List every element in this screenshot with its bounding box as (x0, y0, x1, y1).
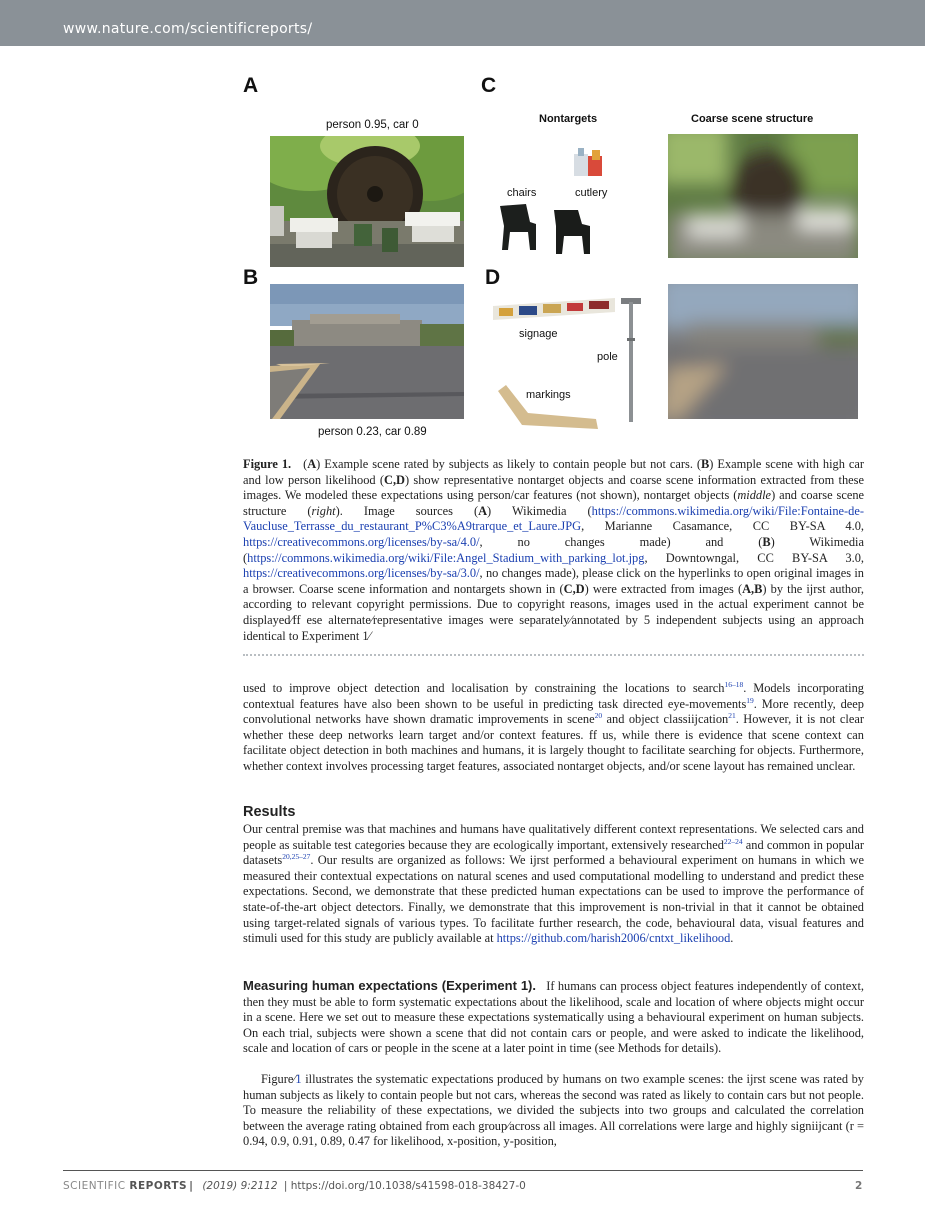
body-text: . Our results are organized as follows: We ijrst performed a behavioural experiment on humans in which we measured their contextual expectations on natural scenes and used computational modelling to understand and predict these expectations. Second, we demonstrate that these predicted human expectations can be used to improve the performance of state-of-the-art object detectors. Finally, we demonstrate that this improvement is non-trivial in that it cannot be obtained using target-related signals of various types. To facilitate further research, the code, behavioural data, visual features and stimuli used for this study are publicly available at (243, 853, 864, 946)
body-text: . However, it is not clear whether these deep networks learn target and/or context features. ff us, while there is evidence that scene context can facilitate object detection in both machines and humans, it is largely thought to facilitate searching for objects. Furthermore, whether context involves processing target features, associated nontarget objects, and/or scene layout has remained unclear. (243, 712, 864, 773)
footer-rule (63, 1170, 863, 1171)
body-text: . Models incorporating contextual features have also been shown to be useful in predicting task directed eye-movements (243, 681, 864, 711)
nontargets-column-title: Nontargets (539, 113, 598, 125)
caption-text: ) show representative nontarget objects and coarse scene information extracted from these images. We modeled these expectations using person/car features (not shown), nontarget objects ( (243, 472, 864, 503)
scene-a-image (270, 136, 464, 267)
citation-ref[interactable]: 16–18 (724, 680, 744, 689)
caption-text: ) were extracted from images ( (584, 581, 743, 596)
caption-ref-a: A (307, 457, 317, 471)
caption-ref-cd: C,D (563, 581, 585, 596)
figure-1-ref[interactable]: 1 (295, 1072, 302, 1086)
pole-image (619, 298, 643, 422)
body-text: illustrates the systematic expectations produced by humans on two example scenes: the ijrst scene was rated by human subjects as likely to contain people but not cars, whereas the second was rated as likely to contain cars but not people. To measure the reliability of these expectations, we divided the subjects into two groups and calculated the correlation between the average rating obtained from each group⁄across all images. All correlations were large and highly signiijcant (r = 0.94, 0.9, 0.91, 0.89, 0.47 for likelihood, x-position, y-position, (243, 1072, 864, 1149)
body-text: and common in popular datasets (243, 837, 864, 868)
journal-name-light: SCIENTIFIC (63, 1180, 126, 1192)
results-heading: Results (243, 804, 296, 820)
coarse-structure-column-title: Coarse scene structure (691, 113, 814, 125)
scene-a-rating: person 0.95, car 0 (326, 119, 419, 131)
caption-text: ) Wikimedia ( (243, 534, 864, 565)
cutlery-label: cutlery (575, 187, 608, 199)
body-text: and object classiijcation (602, 712, 729, 727)
caption-text: , no changes made), please click on the hyperlinks to open original images in a browser. Coarse scene information and nontargets shown in ( (243, 566, 864, 596)
pole-label: pole (597, 351, 618, 363)
journal-name (63, 1180, 187, 1192)
caption-divider (243, 654, 864, 656)
body-text: . (730, 931, 734, 946)
markings-image (498, 385, 602, 431)
body-text: Figure⁄ (261, 1072, 296, 1086)
license-link-3[interactable]: https://creativecommons.org/licenses/by-sa/3.0/ (243, 566, 480, 581)
caption-text: ) Wikimedia ( (487, 503, 592, 518)
caption-label: Figure 1. (243, 457, 292, 471)
caption-ref-b: B (701, 457, 710, 471)
caption-ref-a: A (478, 503, 488, 518)
signage-image (493, 298, 615, 322)
chairs-image (496, 200, 594, 256)
caption-text: ( (303, 457, 308, 471)
footer-separator: | (189, 1180, 193, 1192)
scene-b-rating: person 0.23, car 0.89 (318, 426, 427, 438)
caption-ref-cd: C,D (384, 472, 405, 487)
coarse-structure-a (668, 134, 858, 258)
citation-ref[interactable]: 20,25–27 (282, 852, 311, 862)
doi-link[interactable]: | https://doi.org/10.1038/s41598-018-38427-0 (283, 1180, 526, 1192)
figure-caption (243, 457, 864, 644)
caption-text: , Downtowngal, CC BY-SA 3.0, (644, 550, 864, 565)
wikimedia-link-a[interactable]: https://commons.wikimedia.org/wiki/File:Fontaine-de-Vaucluse_Terrasse_du_restaurant_P%C3%A9trarque_et_Laure.JPG (243, 503, 864, 534)
caption-italic: right (311, 503, 336, 518)
caption-text: , no changes made) and ( (479, 534, 763, 549)
caption-ref-ab: A,B (742, 581, 763, 596)
caption-text: ) and coarse scene structure ( (243, 488, 865, 518)
body-text: used to improve object detection and localisation by constraining the locations to search (243, 681, 725, 695)
panel-label-a: A (243, 74, 259, 97)
intro-paragraph (243, 681, 864, 775)
caption-italic: middle (737, 488, 772, 503)
journal-name-bold: REPORTS (129, 1180, 188, 1192)
journal-url[interactable]: www.nature.com/scientificreports/ (63, 21, 313, 37)
caption-text: ) Example scene rated by subjects as likely to contain people but not cars. ( (316, 457, 702, 471)
cutlery-image (570, 146, 610, 184)
experiment-1-heading: Measuring human expectations (Experiment 1). (243, 978, 537, 993)
panel-label-c: C (481, 74, 497, 97)
wikimedia-link-b[interactable]: https://commons.wikimedia.org/wiki/File:Angel_Stadium_with_parking_lot.jpg (247, 550, 645, 565)
github-link[interactable]: https://github.com/harish2006/cntxt_likelihood (496, 931, 731, 946)
caption-text: ) Example scene with high car and low person likelihood ( (243, 457, 864, 487)
panel-label-b: B (243, 266, 259, 289)
caption-text: , Marianne Casamance, CC BY-SA 4.0, (581, 519, 864, 534)
results-paragraph (243, 822, 864, 947)
header-bar (0, 0, 925, 46)
scene-b-image (270, 284, 464, 419)
citation-ref[interactable]: 20 (594, 711, 603, 721)
chairs-label: chairs (507, 187, 537, 199)
experiment-1-paragraph (243, 978, 864, 1057)
experiment-1-paragraph-2 (243, 1072, 864, 1150)
body-text: . More recently, deep convolutional networks have shown dramatic improvements in scene (243, 696, 864, 727)
caption-text: ). Image sources ( (335, 503, 479, 518)
markings-label: markings (526, 389, 571, 401)
body-text: If humans can process object features independently of context, then they must be able to form systematic expectations about the likelihood, scale and location of where objects might occur in a scene. Here we set out to measure these expectations systematically using a behavioural experiment on human subjects. On each trial, subjects were shown a scene that did not contain cars or people, and were asked to indicate the likelihood, scale and location of cars or people in the scene at a later point in time (see Methods for details). (243, 979, 864, 1056)
citation-ref[interactable]: 21 (728, 711, 736, 721)
page-number: 2 (855, 1180, 863, 1192)
panel-label-d: D (485, 266, 501, 289)
caption-ref-b: B (762, 534, 771, 549)
citation-info: (2019) 9:2112 (202, 1180, 278, 1192)
citation-ref[interactable]: 19 (746, 695, 754, 705)
signage-label: signage (519, 328, 558, 340)
caption-text: ) by the ijrst author, according to relevant copyright permissions. Due to copyright reasons, images used in the actual experiment cannot be displayed⁄ff ese alternate⁄representative images were separately⁄annotated by 5 independent subjects using an approach identical to Experiment 1⁄ (243, 581, 865, 643)
footer (63, 1180, 526, 1192)
license-link-4[interactable]: https://creativecommons.org/licenses/by-sa/4.0/ (243, 534, 480, 549)
citation-ref[interactable]: 22–24 (723, 836, 743, 846)
coarse-structure-b (668, 284, 858, 419)
body-text: Our central premise was that machines and humans have qualitatively different context representations. We selected cars and people as suitable test categories because they are ecologically important, extensively researched (243, 822, 864, 852)
